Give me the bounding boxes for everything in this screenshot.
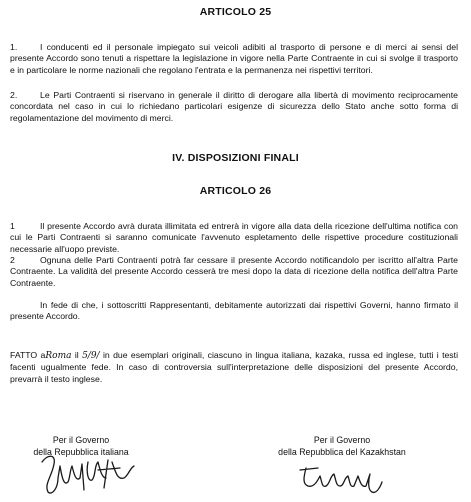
article-25-heading: ARTICOLO 25 — [199, 6, 272, 18]
fatto-text: in due esemplari originali, ciascuno in lingua italiana, kazaka, russa ed inglese, tutti i testi facenti ugualmente fede. In caso di controversia sull'interpretazione delle disposizioni del presente Accordo, prevarrà il testo inglese. — [10, 350, 458, 384]
fatto-prefix: FATTO a — [10, 350, 46, 360]
paragraph-number: 1. — [10, 42, 18, 52]
article-26-heading: ARTICOLO 26 — [199, 185, 272, 197]
fatto-il: il — [71, 350, 83, 360]
paragraph-number: 2. — [10, 90, 18, 100]
paragraph-text: Il presente Accordo avrà durata illimitata ed entrerà in vigore alla data della ricezione dell'ultima notifica con cui le Parti Contraenti si saranno comunicate l'avvenuto espletamento delle rispettive procedure costituzionali necessarie all'uopo previste. — [10, 221, 458, 254]
article-26-paragraph-2 — [10, 255, 458, 289]
handwritten-date: 5/9/ — [82, 351, 100, 361]
article-25-paragraph-2 — [10, 90, 458, 124]
paragraph-text: Le Parti Contraenti si riservano in generale il diritto di derogare alla libertà di movimento reciprocamente concordata nel caso in cui lo richiedano particolari esigenze di sicurezza dello Stato anche sotto forma di regolamentazione del movimento di merci. — [10, 90, 458, 123]
signatory-line-2: della Repubblica italiana — [33, 446, 129, 457]
paragraph-text: In fede di che, i sottoscritti Rappresentanti, debitamente autorizzati dai rispettivi Governi, hanno firmato il presente Accordo. — [10, 300, 458, 322]
handwritten-signature-italy — [38, 448, 138, 498]
fatto-paragraph — [10, 350, 458, 385]
paragraph-number: 1 — [10, 221, 15, 231]
article-26-paragraph-1 — [10, 221, 458, 255]
paragraph-text: Ognuna delle Parti Contraenti potrà far cessare il presente Accordo notificandolo per iscritto all'altra Parte Contraente. La validità del presente Accordo cesserà tre mesi dopo la data di ricezione della notifica dell'altra Parte Contraente. — [10, 255, 458, 288]
paragraph-number: 2 — [10, 255, 15, 265]
section-heading-final-provisions: IV. DISPOSIZIONI FINALI — [172, 152, 299, 164]
in-fede-paragraph — [10, 300, 458, 323]
signatory-line-1: Per il Governo — [313, 435, 371, 445]
handwritten-signature-kazakhstan — [296, 458, 386, 498]
signatory-line-2: della Repubblica del Kazakhstan — [278, 446, 406, 457]
article-25-paragraph-1 — [10, 42, 458, 76]
signature-block-kazakhstan — [252, 435, 432, 458]
signatory-line-1: Per il Governo — [52, 435, 110, 445]
handwritten-place: Roma — [45, 351, 72, 361]
paragraph-text: I conducenti ed il personale impiegato sui veicoli adibiti al trasporto di persone e di merci ai sensi del presente Accordo sono tenuti a rispettare la legislazione in vigore nella Parte Contraente in cui si svolge il trasporto e in particolare le norme nazionali che regolano l'entrata e la permanenza nei rispettivi territori. — [10, 42, 458, 75]
